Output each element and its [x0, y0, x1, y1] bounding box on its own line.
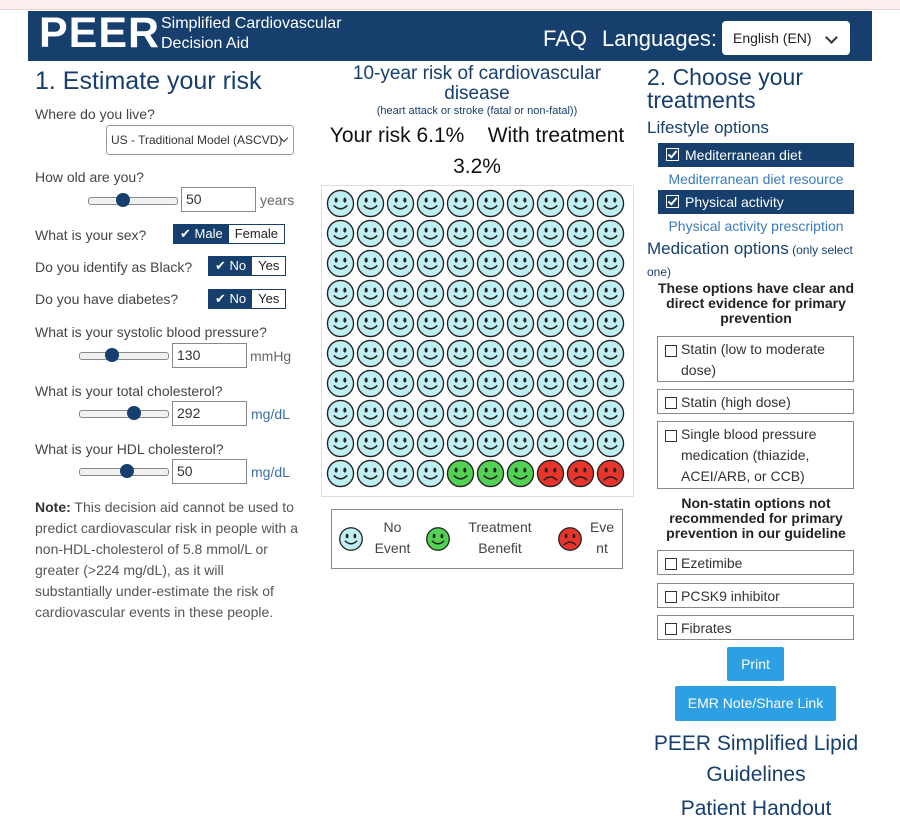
no-event-face-icon [326, 219, 355, 248]
no-event-face-icon [446, 219, 475, 248]
ezetimibe-label: Ezetimibe [681, 555, 743, 571]
no-event-face-icon [566, 369, 595, 398]
risk-icon-array [321, 185, 634, 497]
checkbox-icon [665, 558, 677, 570]
location-label: Where do you live? [35, 106, 155, 122]
no-event-face-icon [356, 279, 385, 308]
no-event-face-icon [356, 429, 385, 458]
medication-options-note: (only select [788, 243, 853, 257]
statin-high-label: Statin (high dose) [681, 394, 791, 410]
no-event-face-icon [566, 189, 595, 218]
physical-activity-prescription-link[interactable]: Physical activity prescription [668, 218, 844, 234]
no-event-face-icon [416, 309, 445, 338]
age-slider[interactable] [88, 197, 178, 205]
chol-label: What is your total cholesterol? [35, 383, 223, 399]
no-event-face-icon [506, 309, 535, 338]
non-statin-heading: Non-statin options not recommended for primary prevention in our guideline [666, 495, 846, 541]
age-unit: years [260, 192, 295, 208]
no-event-face-icon [416, 189, 445, 218]
lipid-guidelines-link[interactable] [647, 728, 865, 790]
hdl-slider-handle[interactable] [120, 464, 134, 478]
treatments-title-line-2: treatments [647, 87, 756, 113]
no-event-face-icon [326, 309, 355, 338]
header-bar [28, 11, 872, 61]
legend-benefit-line-1: Treatment [468, 519, 532, 535]
no-event-face-icon [596, 309, 625, 338]
no-event-face-icon [356, 309, 385, 338]
no-event-face-icon [386, 309, 415, 338]
print-button[interactable]: Print [727, 647, 784, 681]
statin-high-option[interactable] [657, 389, 854, 414]
no-event-face-icon [386, 339, 415, 368]
no-event-face-icon [596, 279, 625, 308]
sbp-input[interactable]: 130 [172, 343, 247, 368]
mediterranean-diet-label: Mediterranean diet [685, 147, 802, 163]
black-toggle [208, 256, 286, 276]
no-event-face-icon [356, 249, 385, 278]
no-event-face-icon [386, 279, 415, 308]
no-event-face-icon [476, 189, 505, 218]
medication-options-label: Medication options [647, 239, 789, 258]
event-face-icon [596, 459, 625, 488]
no-event-face-icon [386, 459, 415, 488]
benefit-face-icon [476, 459, 505, 488]
hdl-unit: mg/dL [251, 464, 290, 480]
checkbox-icon [665, 430, 677, 442]
no-event-face-icon [566, 399, 595, 428]
subtitle-line-2: Decision Aid [161, 35, 250, 52]
no-event-face-icon [416, 219, 445, 248]
no-event-face-icon [506, 399, 535, 428]
no-event-face-icon [326, 339, 355, 368]
no-event-face-icon [476, 339, 505, 368]
legend-event-line-2: nt [596, 540, 608, 556]
no-event-face-icon [416, 429, 445, 458]
event-face-icon [536, 459, 565, 488]
no-event-face-icon [446, 249, 475, 278]
no-event-face-icon [386, 189, 415, 218]
event-face-icon [557, 526, 583, 552]
no-event-face-icon [446, 189, 475, 218]
no-event-face-icon [446, 399, 475, 428]
black-no-option[interactable]: ✔ No [209, 257, 252, 275]
chol-unit: mg/dL [251, 406, 290, 422]
chol-slider-handle[interactable] [127, 406, 141, 420]
clear-evidence-heading: These options have clear and direct evidence for primary prevention [657, 280, 855, 326]
no-event-face-icon [506, 279, 535, 308]
hdl-slider[interactable] [79, 468, 169, 476]
no-event-face-icon [506, 249, 535, 278]
note-text [35, 497, 300, 623]
no-event-face-icon [338, 526, 364, 552]
no-event-face-icon [536, 219, 565, 248]
choose-treatments-title [647, 66, 803, 112]
no-event-face-icon [416, 279, 445, 308]
mediterranean-diet-option[interactable] [658, 143, 854, 167]
no-event-face-icon [536, 309, 565, 338]
sex-male-option[interactable]: ✔ Male [174, 225, 229, 243]
no-event-face-icon [446, 429, 475, 458]
peer-logo[interactable]: PEER [39, 9, 161, 57]
language-value: English (EN) [733, 30, 812, 46]
single-bp-medication-option[interactable] [657, 421, 854, 489]
lifestyle-options-label: Lifestyle options [647, 118, 769, 137]
no-event-face-icon [596, 429, 625, 458]
no-event-face-icon [356, 339, 385, 368]
treatment-risk-value: 3.2% [453, 155, 501, 178]
diabetes-no-option[interactable]: ✔ No [209, 290, 252, 308]
sex-label: What is your sex? [35, 227, 147, 243]
no-event-face-icon [596, 219, 625, 248]
no-event-face-icon [416, 369, 445, 398]
legend-no-event-line-1: No [383, 519, 402, 535]
legend-no-event-line-2: Event [374, 540, 411, 556]
checkbox-icon [665, 397, 677, 409]
no-event-face-icon [566, 219, 595, 248]
pcsk9-label: PCSK9 inhibitor [681, 588, 780, 604]
no-event-face-icon [536, 429, 565, 458]
sbp-unit: mmHg [250, 348, 292, 364]
pcsk9-option[interactable] [657, 583, 854, 608]
hdl-label: What is your HDL cholesterol? [35, 441, 224, 457]
benefit-face-icon [425, 526, 451, 552]
treatments-title-line-1: 2. Choose your [647, 64, 803, 90]
no-event-face-icon [596, 249, 625, 278]
no-event-face-icon [326, 429, 355, 458]
lipid-guidelines-line-1: PEER Simplified Lipid [653, 732, 859, 755]
faq-link[interactable]: FAQ [543, 26, 588, 51]
no-event-face-icon [596, 369, 625, 398]
note-bold: Note: [35, 499, 71, 515]
no-event-face-icon [326, 399, 355, 428]
risk-values-line: Your risk 6.1% With treatment [329, 124, 625, 147]
no-event-face-icon [536, 369, 565, 398]
sbp-label: What is your systolic blood pressure? [35, 324, 267, 340]
physical-activity-label: Physical activity [685, 194, 784, 210]
risk-chart-title [322, 64, 632, 104]
black-label: Do you identify as Black? [35, 259, 193, 275]
black-yes-option[interactable]: Yes [252, 257, 285, 275]
no-event-face-icon [356, 369, 385, 398]
no-event-face-icon [506, 429, 535, 458]
language-select[interactable] [722, 21, 850, 55]
no-event-face-icon [446, 339, 475, 368]
location-select[interactable] [106, 125, 294, 155]
no-event-face-icon [536, 279, 565, 308]
benefit-face-icon [506, 459, 535, 488]
chevron-down-icon [825, 31, 838, 44]
no-event-face-icon [476, 219, 505, 248]
medication-options-header [647, 238, 867, 283]
no-event-face-icon [506, 369, 535, 398]
lipid-guidelines-line-2: Guidelines [706, 763, 806, 786]
no-event-face-icon [476, 369, 505, 398]
no-event-face-icon [596, 189, 625, 218]
no-event-face-icon [536, 339, 565, 368]
no-event-face-icon [446, 279, 475, 308]
age-input[interactable]: 50 [181, 187, 256, 212]
risk-title-line-2: disease [444, 83, 510, 104]
event-face-icon [566, 459, 595, 488]
fibrates-label: Fibrates [681, 620, 732, 636]
no-event-face-icon [326, 369, 355, 398]
checkbox-checked-icon [666, 195, 679, 208]
no-event-face-icon [326, 249, 355, 278]
checkbox-icon [665, 591, 677, 603]
no-event-face-icon [326, 189, 355, 218]
no-event-face-icon [566, 309, 595, 338]
no-event-face-icon [536, 189, 565, 218]
no-event-face-icon [326, 459, 355, 488]
no-event-face-icon [566, 249, 595, 278]
subtitle-line-1: Simplified Cardiovascular [161, 15, 342, 32]
no-event-face-icon [566, 429, 595, 458]
no-event-face-icon [446, 309, 475, 338]
no-event-face-icon [476, 279, 505, 308]
no-event-face-icon [476, 429, 505, 458]
statin-low-moderate-option[interactable] [657, 336, 854, 382]
sbp-slider[interactable] [79, 352, 169, 360]
app-subtitle [161, 14, 342, 54]
age-slider-handle[interactable] [116, 193, 130, 207]
no-event-face-icon [386, 219, 415, 248]
medication-options-note-2: one) [647, 265, 672, 279]
no-event-face-icon [356, 219, 385, 248]
patient-handout-link[interactable]: Patient Handout [680, 797, 832, 820]
physical-activity-option[interactable] [658, 190, 854, 214]
location-value: US - Traditional Model (ASCVD) [111, 133, 283, 147]
sbp-slider-handle[interactable] [105, 348, 119, 362]
checkbox-icon [665, 623, 677, 635]
diabetes-toggle [208, 289, 286, 309]
legend-no-event [370, 517, 415, 559]
no-event-face-icon [386, 429, 415, 458]
sex-female-option[interactable]: Female [229, 225, 284, 243]
no-event-face-icon [416, 339, 445, 368]
emr-note-share-button[interactable]: EMR Note/Share Link [675, 686, 836, 721]
no-event-face-icon [416, 399, 445, 428]
legend-benefit [462, 517, 538, 559]
no-event-face-icon [326, 279, 355, 308]
no-event-face-icon [536, 249, 565, 278]
no-event-face-icon [386, 369, 415, 398]
estimate-risk-title: 1. Estimate your risk [35, 67, 262, 95]
no-event-face-icon [416, 249, 445, 278]
no-event-face-icon [416, 459, 445, 488]
no-event-face-icon [476, 309, 505, 338]
mediterranean-diet-resource-link[interactable]: Mediterranean diet resource [668, 171, 844, 187]
chol-input[interactable]: 292 [172, 401, 247, 426]
no-event-face-icon [386, 249, 415, 278]
benefit-face-icon [446, 459, 475, 488]
no-event-face-icon [566, 279, 595, 308]
no-event-face-icon [356, 459, 385, 488]
statin-low-label: Statin (low to moderate dose) [681, 341, 825, 378]
risk-title-line-1: 10-year risk of cardiovascular [352, 63, 602, 84]
no-event-face-icon [386, 399, 415, 428]
no-event-face-icon [356, 399, 385, 428]
no-event-face-icon [446, 369, 475, 398]
no-event-face-icon [596, 339, 625, 368]
no-event-face-icon [506, 189, 535, 218]
icon-array-legend [331, 509, 623, 569]
legend-event-line-1: Eve [589, 519, 615, 535]
no-event-face-icon [506, 219, 535, 248]
risk-chart-subtitle: (heart attack or stroke (fatal or non-fatal)) [376, 105, 578, 117]
no-event-face-icon [356, 189, 385, 218]
single-bp-label: Single blood pressure medication (thiazide, ACEI/ARB, or CCB) [681, 426, 817, 484]
diabetes-yes-option[interactable]: Yes [252, 290, 285, 308]
sex-toggle [173, 224, 285, 244]
no-event-face-icon [476, 399, 505, 428]
no-event-face-icon [566, 339, 595, 368]
chol-slider[interactable] [79, 410, 169, 418]
legend-benefit-line-2: Benefit [478, 540, 522, 556]
note-body: This decision aid cannot be used to predict cardiovascular risk in people with a non-HDL-cholesterol of 5.8 mmol/L or greater (>224 mg/dL), as it will substantially under-estimate the risk of cardiovascular events in these people. [35, 499, 299, 620]
no-event-face-icon [476, 249, 505, 278]
age-label: How old are you? [35, 169, 144, 185]
checkbox-checked-icon [666, 148, 679, 161]
fibrates-option[interactable] [657, 615, 854, 640]
checkbox-icon [665, 345, 677, 357]
languages-label: Languages: [602, 26, 717, 51]
ezetimibe-option[interactable] [657, 550, 854, 575]
diabetes-label: Do you have diabetes? [35, 291, 179, 307]
no-event-face-icon [536, 399, 565, 428]
no-event-face-icon [506, 339, 535, 368]
legend-event [587, 517, 617, 559]
hdl-input[interactable]: 50 [172, 459, 247, 484]
no-event-face-icon [596, 399, 625, 428]
